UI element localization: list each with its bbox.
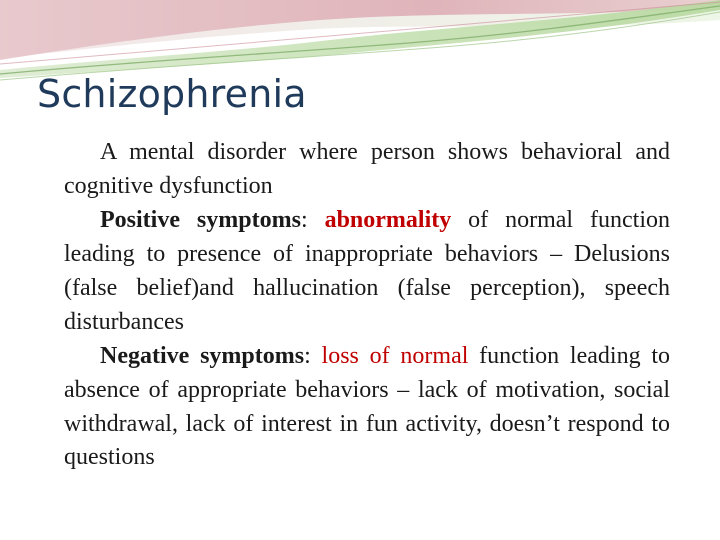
negative-symptoms-text: function leading to absence of appropriate behaviors – lack of motivation, social withdrawal, lack of interest in fun activity, doesn’t respond to questions — [64, 343, 671, 471]
negative-symptoms-term: Negative symptoms — [100, 343, 305, 370]
paragraph-positive-symptoms — [64, 204, 670, 339]
negative-symptoms-colon: : — [304, 343, 322, 370]
definition-text: A mental disorder where person shows behavioral and cognitive dysfunction — [64, 139, 670, 199]
slide-title: Schizophrenia — [37, 72, 307, 116]
slide-body — [64, 136, 670, 476]
positive-symptoms-highlight: abnormality — [324, 207, 452, 234]
positive-symptoms-colon: : — [300, 207, 325, 234]
positive-symptoms-term: Positive symptoms — [100, 207, 301, 234]
paragraph-negative-symptoms — [64, 340, 670, 475]
paragraph-definition — [64, 136, 670, 203]
positive-symptoms-text: of normal function leading to presence of inappropriate behaviors – Delusions (false belief)and hallucination (false perception), speech disturbances — [64, 207, 671, 335]
negative-symptoms-highlight: loss of normal — [321, 343, 469, 370]
